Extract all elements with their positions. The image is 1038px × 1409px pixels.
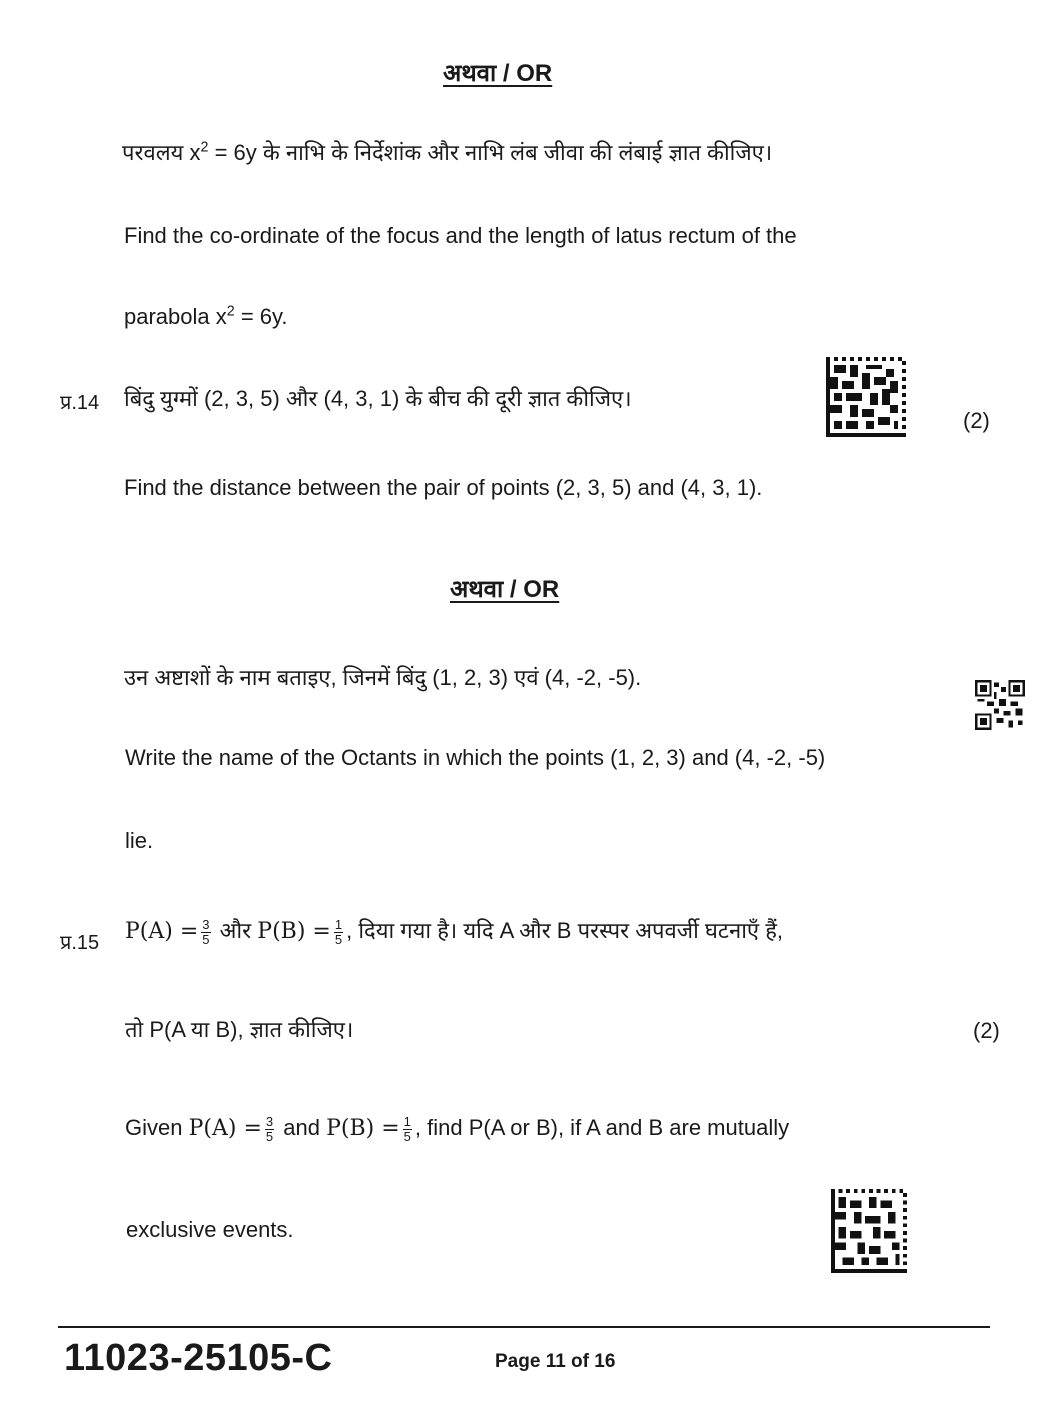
- q13-or-english-post: = 6y.: [234, 304, 288, 329]
- q15-pb-numerator: 1: [334, 917, 343, 933]
- q15-pa-denominator: 5: [202, 931, 210, 947]
- q15-hindi-line2: तो P(A या B), ज्ञात कीजिए।: [125, 1017, 354, 1042]
- q15-hindi-line1: [125, 918, 783, 946]
- q15-and-hindi: और: [219, 918, 252, 943]
- q15-pb-fraction: [334, 918, 343, 946]
- q13-or-english-exp: 2: [226, 303, 235, 320]
- q15-en-pb-fraction: [403, 1115, 412, 1143]
- q13-or-hindi-exp: 2: [200, 139, 209, 156]
- q15-pb-label: P(B) =: [257, 919, 331, 944]
- q15-pb-denominator: 5: [334, 931, 343, 947]
- q15-en-pa-denominator: 5: [265, 1128, 274, 1144]
- or-heading-2: अथवा / OR: [450, 576, 560, 603]
- paper-code: 11023-25105-C: [64, 1337, 333, 1379]
- q14-english: Find the distance between the pair of points (2, 3, 5) and (4, 3, 1).: [124, 475, 763, 500]
- q13-or-english-line2: [124, 304, 288, 330]
- q14-number: प्र.14: [60, 392, 100, 414]
- q15-number: प्र.15: [60, 932, 100, 954]
- q13-or-english-pre: parabola x: [124, 304, 227, 329]
- footer-rule: [58, 1326, 990, 1328]
- qr-code: [975, 680, 1025, 730]
- q13-or-hindi-post: = 6y के नाभि के निर्देशांक और नाभि लंब जीवा की लंबाई ज्ञात कीजिए।: [208, 140, 773, 165]
- q15-hindi-rest: , दिया गया है। यदि A और B परस्पर अपवर्जी घटनाएँ हैं,: [346, 918, 783, 943]
- q15-en-pb-label: P(B) =: [326, 1116, 400, 1141]
- q15-en-pa-numerator: 3: [265, 1114, 274, 1130]
- q14-or-english-line1: Write the name of the Octants in which the points (1, 2, 3) and (4, -2, -5): [125, 745, 826, 770]
- q15-pa-label: P(A) =: [125, 919, 199, 944]
- q13-or-hindi: [122, 140, 772, 166]
- q15-pa-numerator: 3: [202, 917, 210, 933]
- q15-en-pa-label: P(A) =: [188, 1116, 262, 1141]
- q15-english-line1: [125, 1115, 789, 1143]
- q15-english-line2: exclusive events.: [126, 1217, 294, 1242]
- q15-english-rest: , find P(A or B), if A and B are mutually: [414, 1115, 790, 1140]
- q14-hindi: बिंदु युग्मों (2, 3, 5) और (4, 3, 1) के बीच की दूरी ज्ञात कीजिए।: [124, 386, 632, 411]
- datamatrix-code-2: [831, 1188, 907, 1274]
- q14-or-english-line2: lie.: [125, 828, 154, 853]
- q15-marks: (2): [973, 1018, 1000, 1043]
- page-number: Page 11 of 16: [495, 1351, 616, 1372]
- q15-given: Given: [125, 1115, 183, 1140]
- q14-marks: (2): [963, 408, 990, 433]
- q15-en-pa-fraction: [265, 1115, 274, 1143]
- q13-or-english-line1: Find the co-ordinate of the focus and the length of latus rectum of the: [124, 223, 797, 248]
- q15-en-pb-denominator: 5: [403, 1128, 411, 1144]
- q13-or-hindi-pre: परवलय x: [122, 140, 201, 165]
- or-heading-1: अथवा / OR: [443, 60, 553, 87]
- q15-en-pb-numerator: 1: [403, 1114, 411, 1130]
- q15-en-and: and: [283, 1115, 320, 1140]
- q14-or-hindi: उन अष्टाशों के नाम बताइए, जिनमें बिंदु (1, 2, 3) एवं (4, -2, -5).: [124, 665, 642, 690]
- datamatrix-code-1: [826, 356, 906, 438]
- q15-pa-fraction: [201, 918, 210, 946]
